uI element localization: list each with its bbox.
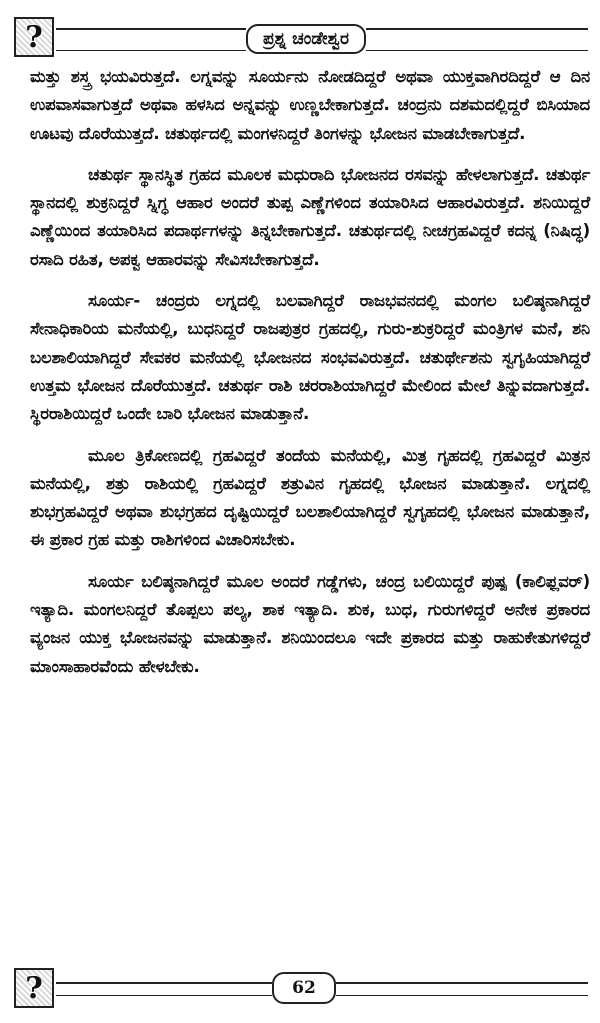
- footer-rule-top-right: [336, 982, 588, 984]
- page-number: 62: [272, 972, 336, 1004]
- header-rule-bottom-right: [366, 50, 588, 51]
- paragraph: ಮತ್ತು ಶಸ್ತ್ರ ಭಯವಿರುತ್ತದೆ. ಲಗ್ನವನ್ನು ಸೂರ್ಯನು ನೋಡದಿದ್ದರೆ ಅಥವಾ ಯುಕ್ತವಾಗಿರದಿದ್ದರೆ ಆ ದಿನ ಉಪವಾಸವಾಗುತ್ತದೆ ಅಥವಾ ಹಳಸಿದ ಅನ್ನವನ್ನು ಉಣ್ಣಬೇಕಾಗುತ್ತದೆ. ಚಂದ್ರನು ದಶಮದಲ್ಲಿದ್ದರೆ ಬಿಸಿಯಾದ ಊಟವು ದೊರೆಯುತ್ತದೆ. ಚತುರ್ಥದಲ್ಲಿ ಮಂಗಳನಿದ್ದರೆ ತಿಂಗಳನ್ನು ಭೋಜನ ಮಾಡಬೇಕಾಗುತ್ತದೆ.: [30, 67, 590, 143]
- footer-rule-top: [56, 982, 272, 984]
- footer-rule-bottom-right: [336, 995, 588, 996]
- running-header-title: ಪ್ರಶ್ನ ಚಂಡೇಶ್ವರ: [246, 24, 366, 54]
- header-rule-top: [56, 28, 246, 30]
- footer-rule-bottom: [56, 995, 272, 996]
- paragraph: ಮೂಲ ತ್ರಿಕೋಣದಲ್ಲಿ ಗ್ರಹವಿದ್ದರೆ ತಂದೆಯ ಮನೆಯಲ್ಲಿ, ಮಿತ್ರ ಗೃಹದಲ್ಲಿ ಗ್ರಹವಿದ್ದರೆ ಮಿತ್ರನ ಮನೆಯಲ್ಲಿ, ಶತ್ರು ರಾಶಿಯಲ್ಲಿ ಗ್ರಹವಿದ್ದರೆ ಶತ್ರುವಿನ ಗೃಹದಲ್ಲಿ ಭೋಜನ ಮಾಡುತ್ತಾನೆ. ಲಗ್ನದಲ್ಲಿ ಶುಭಗ್ರಹವಿದ್ದರೆ ಅಥವಾ ಶುಭಗ್ರಹದ ದೃಷ್ಟಿಯಿದ್ದರೆ ಬಲಶಾಲಿಯಾಗಿದ್ದರೆ ಸ್ವಗೃಹದಲ್ಲಿ ಭೋಜನ ಮಾಡುತ್ತಾನೆ, ಈ ಪ್ರಕಾರ ಗ್ರಹ ಮತ್ತು ರಾಶಿಗಳಿಂದ ವಿಚಾರಿಸಬೇಕು.: [30, 445, 590, 550]
- paragraph: ಸೂರ್ಯ ಬಲಿಷ್ಠನಾಗಿದ್ದರೆ ಮೂಲ ಅಂದರೆ ಗಡ್ಡೆಗಳು, ಚಂದ್ರ ಬಲಿಯಿದ್ದರೆ ಪುಷ್ಪ (ಕಾಲಿಫ್ಲವರ್) ಇತ್ಯಾದಿ. ಮಂಗಲನಿದ್ದರೆ ತೊಪ್ಪಲು ಪಲ್ಯ, ಶಾಕ ಇತ್ಯಾದಿ. ಶುಕ, ಬುಧ, ಗುರುಗಳಿದ್ದರೆ ಅನೇಕ ಪ್ರಕಾರದ ವ್ಯಂಜನ ಯುಕ್ತ ಭೋಜನವನ್ನು ಮಾಡುತ್ತಾನೆ. ಶನಿಯಿಂದಲೂ ಇದೇ ಪ್ರಕಾರದ ಮತ್ತು ರಾಹುಕೇತುಗಳಿದ್ದರೆ ಮಾಂಸಾಹಾರವೆಂದು ಹೇಳಬೇಕು.: [30, 571, 590, 676]
- page-body: [30, 63, 590, 681]
- question-mark-box-icon: ?: [14, 17, 54, 57]
- header-rule-bottom: [56, 50, 246, 51]
- header-rule-top-right: [366, 28, 588, 30]
- question-mark-box-icon: ?: [14, 968, 54, 1008]
- paragraph: ಚತುರ್ಥ ಸ್ಥಾನಸ್ಥಿತ ಗ್ರಹದ ಮೂಲಕ ಮಧುರಾದಿ ಭೋಜನದ ರಸವನ್ನು ಹೇಳಲಾಗುತ್ತದೆ. ಚತುರ್ಥ ಸ್ಥಾನದಲ್ಲಿ ಶುಕ್ರನಿದ್ದರೆ ಸ್ನಿಗ್ಧ ಆಹಾರ ಅಂದರೆ ತುಪ್ಪ ಎಣ್ಣೆಗಳಿಂದ ತಯಾರಿಸಿದ ಆಹಾರವಿರುತ್ತದೆ. ಶನಿಯಿದ್ದರೆ ಎಣ್ಣೆಯಿಂದ ತಯಾರಿಸಿದ ಪದಾರ್ಥಗಳನ್ನು ತಿನ್ನಬೇಕಾಗುತ್ತದೆ. ಚತುರ್ಥದಲ್ಲಿ ನೀಚಗ್ರಹವಿದ್ದರೆ ಕದನ್ನ (ನಿಷಿದ್ಧ) ರಸಾದಿ ರಹಿತ, ಅಪಕ್ವ ಆಹಾರವನ್ನು ಸೇವಿಸಬೇಕಾಗುತ್ತದೆ.: [30, 164, 590, 269]
- paragraph: ಸೂರ್ಯ- ಚಂದ್ರರು ಲಗ್ನದಲ್ಲಿ ಬಲವಾಗಿದ್ದರೆ ರಾಜಭವನದಲ್ಲಿ ಮಂಗಲ ಬಲಿಷ್ಠನಾಗಿದ್ದರೆ ಸೇನಾಧಿಕಾರಿಯ ಮನೆಯಲ್ಲಿ, ಬುಧನಿದ್ದರೆ ರಾಜಪುತ್ರರ ಗ್ರಹದಲ್ಲಿ, ಗುರು-ಶುಕ್ರರಿದ್ದರೆ ಮಂತ್ರಿಗಳ ಮನೆ, ಶನಿ ಬಲಶಾಲಿಯಾಗಿದ್ದರೆ ಸೇವಕರ ಮನೆಯಲ್ಲಿ ಭೋಜನದ ಸಂಭವವಿರುತ್ತದೆ. ಚತುರ್ಥೇಶನು ಸ್ವಗೃಹಿಯಾಗಿದ್ದರೆ ಉತ್ತಮ ಭೋಜನ ದೊರೆಯುತ್ತದೆ. ಚತುರ್ಥ ರಾಶಿ ಚರರಾಶಿಯಾಗಿದ್ದರೆ ಮೇಲಿಂದ ಮೇಲೆ ತಿನ್ನುವದಾಗುತ್ತದೆ. ಸ್ಥಿರರಾಶಿಯಿದ್ದರೆ ಒಂದೇ ಬಾರಿ ಭೋಜನ ಮಾಡುತ್ತಾನೆ.: [30, 291, 590, 424]
